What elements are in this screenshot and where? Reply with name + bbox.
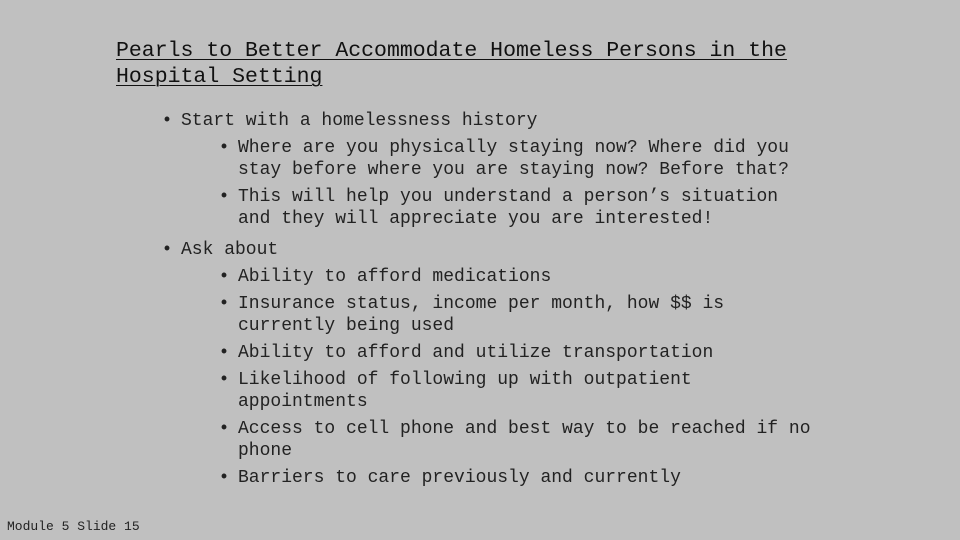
sub-bullet-text: Barriers to care previously and currently [238, 468, 681, 488]
sub-bullet-text: Access to cell phone and best way to be reached if no phone [238, 419, 811, 461]
sub-bullet-text: This will help you understand a person’s situation and they will appreciate you are interested! [238, 187, 779, 229]
bullet-icon: • [218, 468, 230, 488]
sub-bullet-item [217, 293, 818, 337]
bullet-icon: • [218, 187, 230, 207]
bullet-icon: • [218, 138, 230, 158]
bullet-icon: • [218, 294, 230, 314]
sub-bullet-text: Likelihood of following up with outpatient appointments [238, 370, 692, 412]
slide-title: Pearls to Better Accommodate Homeless Persons in the Hospital Setting [116, 39, 787, 89]
slide-footer: Module 5 Slide 15 [7, 519, 140, 534]
bullet-section-ask-about [160, 239, 820, 489]
sub-bullet-text: Ability to afford medications [238, 267, 552, 287]
bullet-icon: • [218, 419, 230, 439]
section-label: Ask about [181, 240, 279, 260]
sub-bullet-text: Where are you physically staying now? Where did you stay before where you are staying now? Before that? [238, 138, 789, 180]
bullet-section-homelessness-history [160, 110, 820, 230]
sub-bullet-item [217, 137, 818, 181]
bullet-icon: • [218, 370, 230, 390]
section-label: Start with a homelessness history [181, 111, 538, 131]
sub-bullet-item [217, 418, 818, 462]
bullet-icon: • [161, 111, 173, 131]
bullet-list [160, 110, 820, 489]
sub-bullet-item [217, 369, 818, 413]
slide-body [160, 110, 820, 489]
sub-bullet-item [217, 342, 818, 364]
sub-bullet-list [181, 137, 820, 230]
bullet-icon: • [218, 343, 230, 363]
bullet-icon: • [218, 267, 230, 287]
bullet-icon: • [161, 240, 173, 260]
sub-bullet-item [217, 266, 818, 288]
sub-bullet-text: Ability to afford and utilize transportation [238, 343, 714, 363]
sub-bullet-item [217, 467, 818, 489]
sub-bullet-item [217, 186, 818, 230]
sub-bullet-list [181, 266, 820, 489]
sub-bullet-text: Insurance status, income per month, how $$ is currently being used [238, 294, 725, 336]
